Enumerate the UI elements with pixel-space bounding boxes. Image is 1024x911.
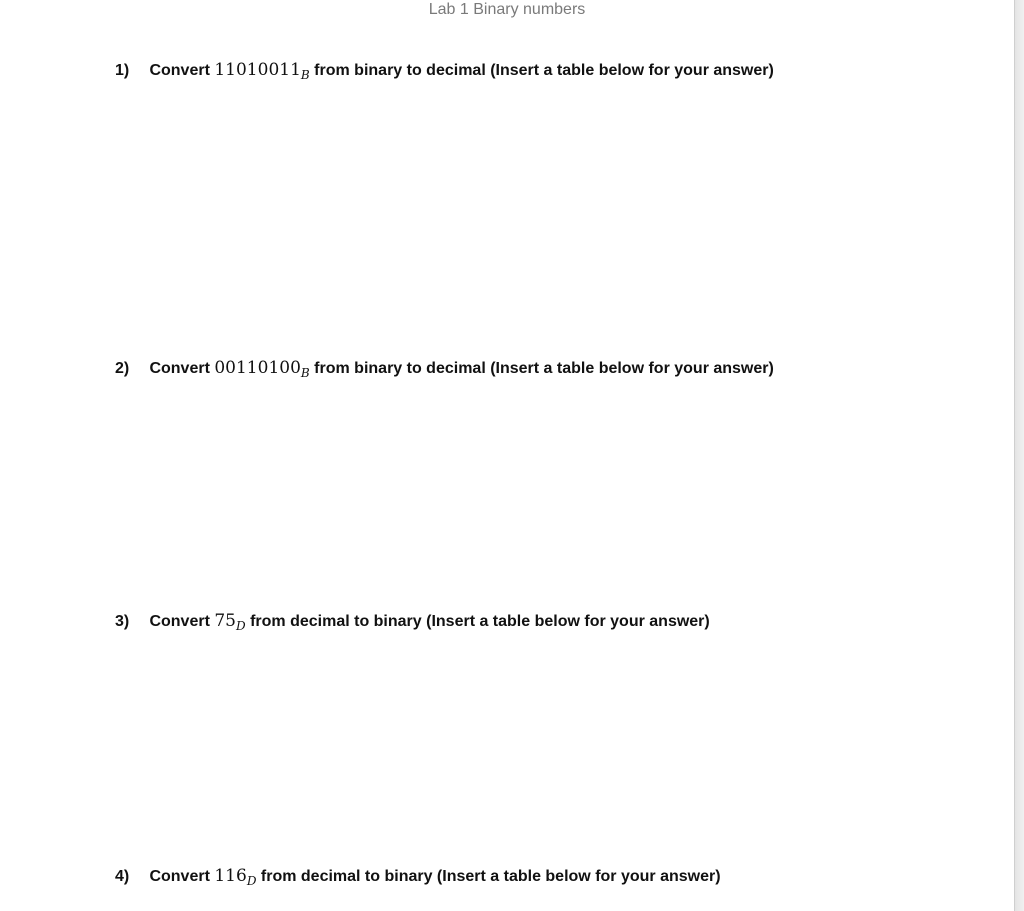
question-value [214, 60, 309, 80]
question-number: 1) [115, 62, 130, 79]
question-instruction: from decimal to binary (Insert a table below for your answer) [260, 868, 721, 885]
question-prefix: Convert [149, 613, 210, 630]
math-number: 75 [214, 611, 236, 631]
question-4 [115, 865, 721, 888]
math-base-subscript: B [300, 68, 310, 82]
math-number: 116 [214, 866, 247, 886]
math-number: 11010011 [214, 60, 301, 80]
math-base-subscript: D [236, 619, 246, 633]
question-prefix: Convert [149, 62, 210, 79]
question-2 [115, 357, 774, 380]
question-value [214, 358, 309, 378]
question-value [214, 866, 256, 886]
question-number: 3) [115, 613, 130, 630]
window-right-edge [1014, 0, 1024, 911]
math-number: 00110100 [214, 358, 301, 378]
question-value [214, 611, 245, 631]
document-header-title: Lab 1 Binary numbers [428, 1, 586, 18]
math-base-subscript: D [246, 874, 257, 888]
question-instruction: from binary to decimal (Insert a table below for your answer) [314, 62, 774, 79]
question-number: 4) [115, 868, 130, 885]
question-number: 2) [115, 360, 130, 377]
question-instruction: from decimal to binary (Insert a table below for your answer) [250, 613, 710, 630]
math-base-subscript: B [300, 366, 310, 380]
question-prefix: Convert [149, 360, 210, 377]
question-instruction: from binary to decimal (Insert a table below for your answer) [314, 360, 774, 377]
question-3 [115, 610, 710, 633]
question-prefix: Convert [149, 868, 210, 885]
question-1 [115, 59, 774, 82]
